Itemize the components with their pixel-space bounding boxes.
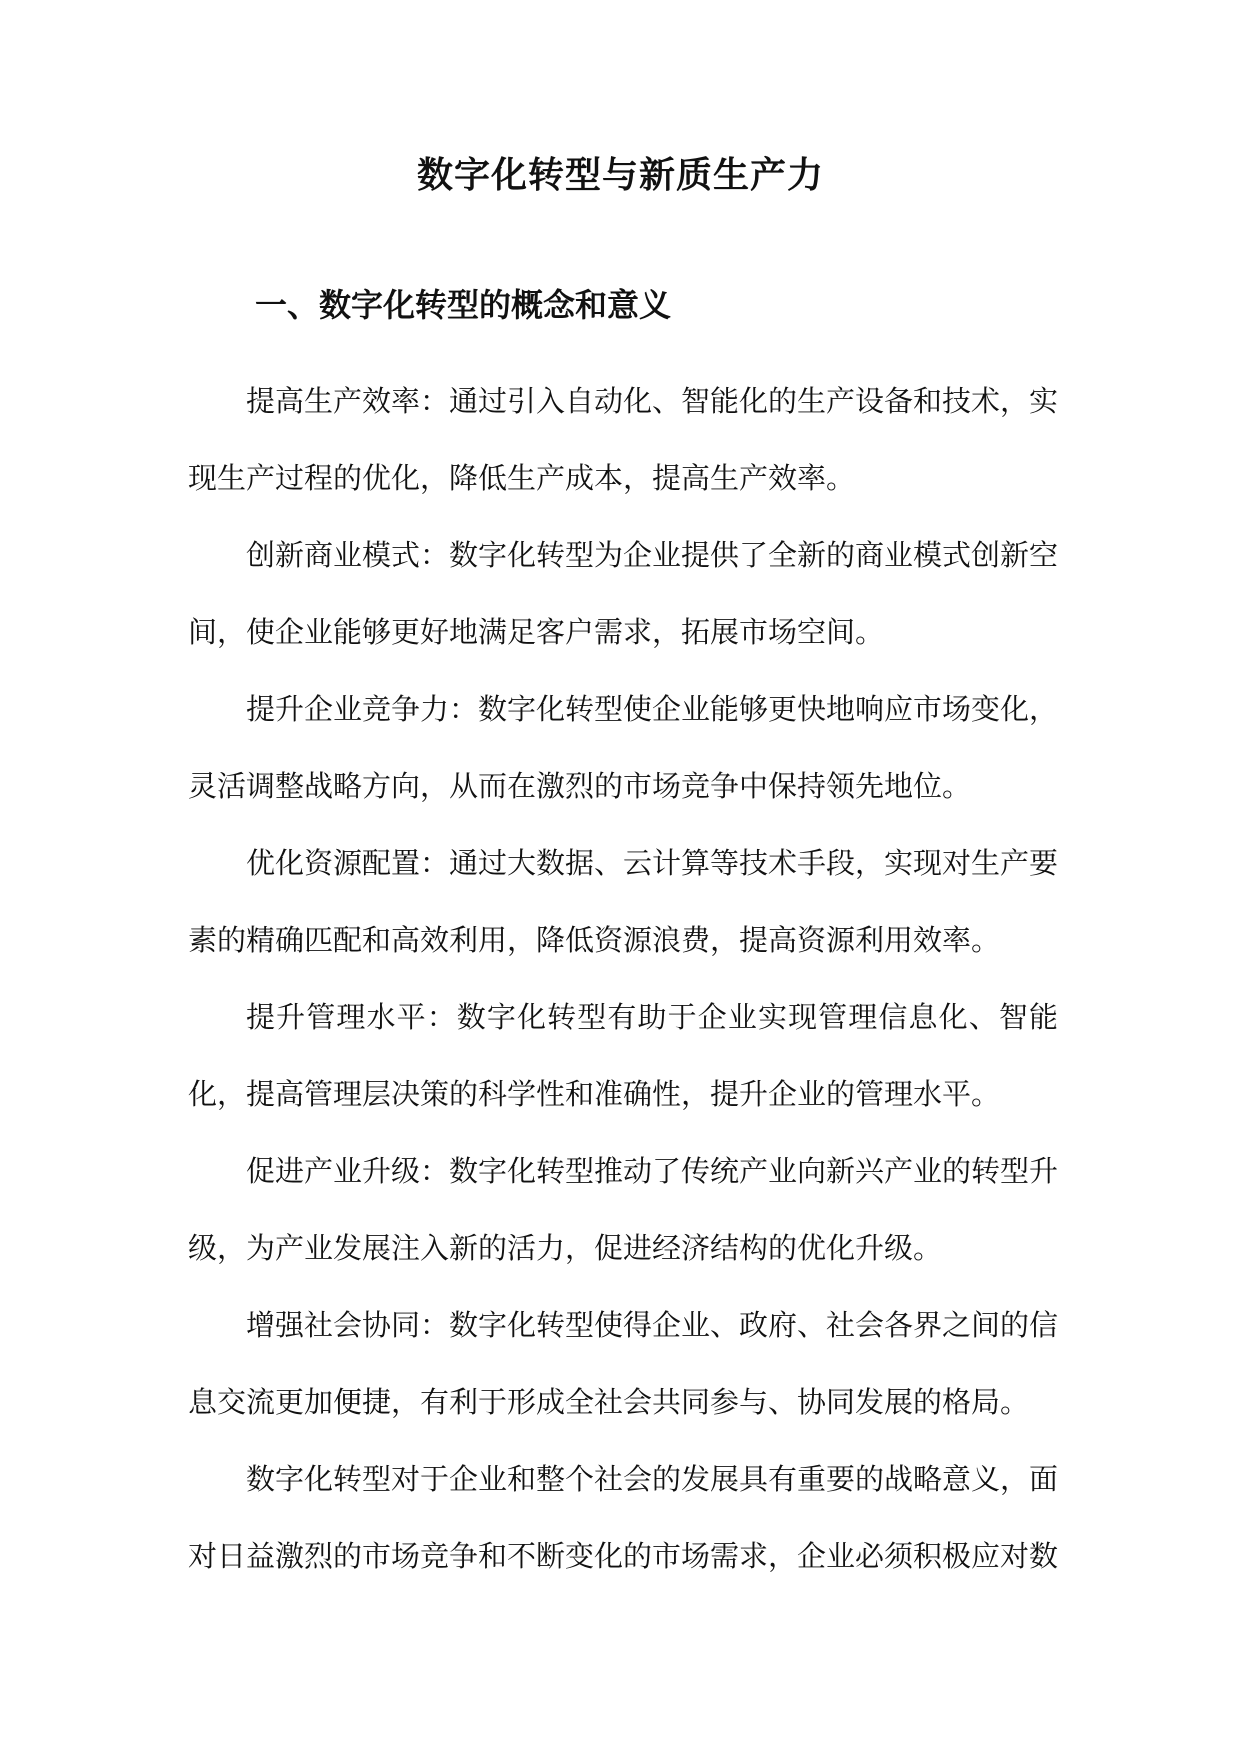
paragraph-production-efficiency: 提高生产效率：通过引入自动化、智能化的生产设备和技术，实现生产过程的优化，降低生产成本，提高生产效率。 (188, 384, 1059, 495)
paragraph-social-collaboration: 增强社会协同：数字化转型使得企业、政府、社会各界之间的信息交流更加便捷，有利于形成全社会共同参与、协同发展的格局。 (188, 1308, 1059, 1419)
document-title: 数字化转型与新质生产力 (416, 154, 824, 196)
paragraph-resource-allocation: 优化资源配置：通过大数据、云计算等技术手段，实现对生产要素的精确匹配和高效利用，降低资源浪费，提高资源利用效率。 (188, 846, 1059, 957)
paragraph-strategic-significance: 数字化转型对于企业和整个社会的发展具有重要的战略意义，面对日益激烈的市场竞争和不断变化的市场需求，企业必须积极应对数 (188, 1462, 1059, 1573)
paragraph-industrial-upgrade: 促进产业升级：数字化转型推动了传统产业向新兴产业的转型升级，为产业发展注入新的活力，促进经济结构的优化升级。 (188, 1154, 1059, 1265)
paragraph-competitiveness: 提升企业竞争力：数字化转型使企业能够更快地响应市场变化，灵活调整战略方向，从而在激烈的市场竞争中保持领先地位。 (188, 692, 1059, 803)
body-text (188, 363, 1058, 1595)
section-heading: 一、数字化转型的概念和意义 (255, 286, 672, 324)
paragraph-management-level: 提升管理水平：数字化转型有助于企业实现管理信息化、智能化，提高管理层决策的科学性和准确性，提升企业的管理水平。 (188, 1000, 1058, 1111)
paragraph-business-model: 创新商业模式：数字化转型为企业提供了全新的商业模式创新空间，使企业能够更好地满足客户需求，拓展市场空间。 (188, 538, 1059, 649)
